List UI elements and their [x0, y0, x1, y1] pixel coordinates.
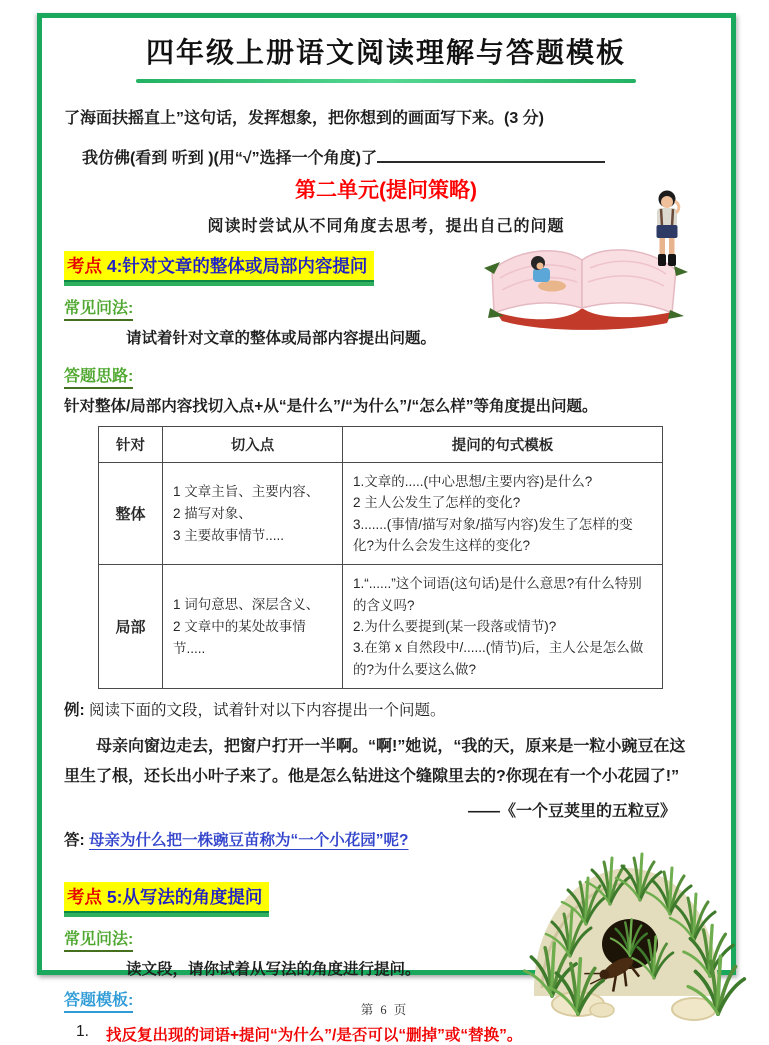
unit-subtitle: 阅读时尝试从不同角度去思考，提出自己的问题 — [207, 217, 565, 235]
row-target-whole: 整体 — [99, 463, 163, 565]
answer-idea-body: 针对整体/局部内容找切入点+从“是什么”/“为什么”/“怎么样”等角度提出问题。 — [64, 397, 598, 415]
page-number: 第 6 页 — [360, 1003, 409, 1017]
example-intro — [64, 698, 708, 720]
entry-line: 3 主要故事情节..... — [173, 527, 285, 543]
exam-point-5-heading — [64, 882, 269, 913]
template-item-1 — [64, 1023, 708, 1045]
template-line: 1.文章的.....(中心思想/主要内容)是什么? — [353, 474, 593, 490]
exam-point-label: 考点 — [67, 255, 102, 276]
item-number: 1. — [76, 1023, 89, 1041]
answer-text: 母亲为什么把一株豌豆苗称为“一个小花园”呢? — [88, 831, 409, 849]
common-question-body: 请试着针对文章的整体或局部内容提出问题。 — [126, 329, 437, 347]
answer-idea-heading: 答题思路: — [64, 363, 133, 389]
header-entry-point: 切入点 — [163, 427, 343, 463]
title-underline — [136, 79, 636, 83]
fill-in-line — [82, 145, 708, 168]
common-question-heading: 常见问法: — [64, 295, 133, 321]
exam-point-label: 考点 — [67, 886, 102, 907]
example-intro-text: 阅读下面的文段，试着针对以下内容提出一个问题。 — [88, 702, 446, 720]
fill-in-prompt: 我仿佛(看到 听到 )(用“√”选择一个角度)了 — [82, 149, 377, 167]
table-row — [99, 463, 663, 565]
example-label: 例: — [64, 702, 85, 720]
template-line: 1.“......”这个词语(这句话)是什么意思?有什么特别的含义吗? — [353, 576, 642, 613]
row-target-part: 局部 — [99, 565, 163, 689]
page-title: 四年级上册语文阅读理解与答题模板 — [145, 38, 626, 69]
header-target: 针对 — [99, 427, 163, 463]
passage-source: ——《一个豆荚里的五粒豆》 — [467, 802, 676, 820]
header-template: 提问的句式模板 — [343, 427, 663, 463]
row-entry-points — [163, 565, 343, 689]
entry-line: 1 文章主旨、主要内容、 — [173, 484, 320, 500]
entry-line: 2 文章中的某处故事情节..... — [173, 618, 306, 656]
row-entry-points — [163, 463, 343, 565]
standing-boy-illustration — [646, 188, 688, 282]
exam-point-title: 5:从写法的角度提问 — [102, 886, 263, 907]
answer-label: 答: — [64, 831, 85, 849]
common-question-body-5: 读文段，请你试着从写法的角度进行提问。 — [126, 960, 421, 978]
reading-passage: 母亲向窗边走去，把窗户打开一半啊。“啊!”她说，“我的天，原来是一粒小豌豆在这里生了根，还长出小叶子来了。他是怎么钻进这个缝隙里去的?你现在有一个小花园了!” — [64, 738, 686, 786]
table-header-row — [99, 427, 663, 463]
row-question-templates — [343, 463, 663, 565]
intro-text-line: 了海面扶摇直上”这句话，发挥想象，把你想到的画面写下来。(3 分) — [64, 110, 545, 128]
entry-line: 1 词句意思、深层含义、 — [173, 597, 320, 613]
item-text: 找反复出现的词语+提问“为什么”/是否可以“删掉”或“替换”。 — [106, 1027, 523, 1045]
answer-blank-line — [377, 149, 605, 163]
exam-point-4-heading — [64, 251, 374, 282]
entry-line: 2 描写对象、 — [173, 505, 252, 521]
common-question-heading-5: 常见问法: — [64, 926, 133, 952]
row-question-templates — [343, 565, 663, 689]
exam-point-title: 4:针对文章的整体或局部内容提问 — [102, 255, 368, 276]
answer-template-heading: 答题模板: — [64, 987, 133, 1013]
unit-heading: 第二单元(提问策略) — [295, 178, 477, 202]
template-line: 2 主人公发生了怎样的变化? — [353, 495, 521, 511]
grass-burrow-illustration — [482, 828, 769, 1024]
question-template-table — [98, 426, 663, 689]
template-line: 3.......(事情/描写对象/描写内容)发生了怎样的变化?为什么会发生这样的变化? — [353, 516, 633, 554]
template-line: 3.在第 x 自然段中/......(情节)后，主人公是怎么做的?为什么要这么做? — [353, 640, 644, 677]
table-row — [99, 565, 663, 689]
template-line: 2.为什么要提到(某一段落或情节)? — [353, 619, 557, 635]
